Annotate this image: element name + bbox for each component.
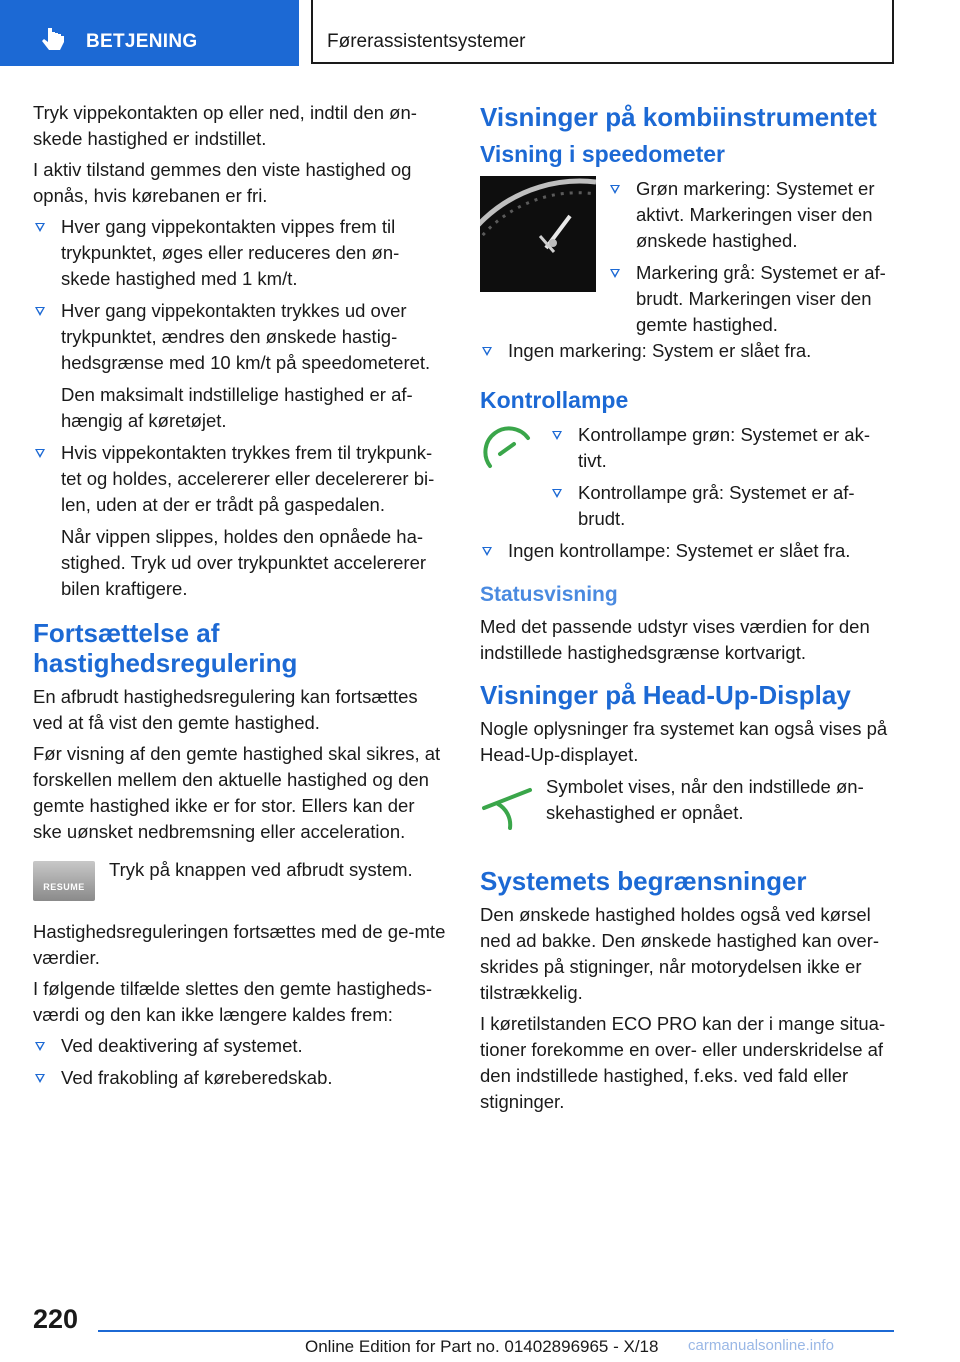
bullet-triangle-icon <box>552 489 562 498</box>
hud-text: Symbolet vises, når den indstillede øn-skehastighed er opnået. <box>546 776 864 823</box>
control-lamp-block <box>480 422 896 532</box>
list-item: Ved deaktivering af systemet. <box>33 1033 448 1059</box>
list-item: Ingen kontrollampe: Systemet er slået fra. <box>480 538 896 564</box>
paragraph: I køretilstanden ECO PRO kan der i mange situa-tioner forekomme en over- eller underskridelse af den indstillede hastighed, f.eks. ved fald eller stigninger. <box>480 1013 886 1112</box>
section-heading: Visninger på kombiinstrumentet <box>480 102 877 132</box>
bullet-triangle-icon <box>482 347 492 356</box>
paragraph: Hastighedsreguleringen fortsættes med de ge-mte værdier. <box>33 921 446 968</box>
page-number: 220 <box>33 1304 79 1334</box>
bullet-triangle-icon <box>35 1074 45 1083</box>
paragraph: Før visning af den gemte hastighed skal sikres, at forskellen mellem den aktuelle hastighed og den gemte hastighed ikke er for stor. Ellers kan der ske uønsket nedbremsning eller acceleration. <box>33 743 441 842</box>
speedometer-block <box>480 176 896 338</box>
paragraph: Tryk vippekontakten op eller ned, indtil den øn-skede hastighed er indstillet. <box>33 102 417 149</box>
list-item: Hvis vippekontakten trykkes frem til trykpunk-tet og holdes, accelererer eller decelererer bi-len, uden at der er trådt på gaspedalen. <box>33 440 448 518</box>
paragraph: I følgende tilfælde slettes den gemte hastigheds-værdi og den kan ikke længere kaldes frem: <box>33 978 433 1025</box>
paragraph: Den ønskede hastighed holdes også ved kørsel ned ad bakke. Den ønskede hastighed kan over-skrides på stigninger, når motorydelsen ikke er tilstrækkelig. <box>480 904 880 1003</box>
bullet-triangle-icon <box>610 269 620 278</box>
resume-instruction <box>33 857 448 909</box>
paragraph: I aktiv tilstand gemmes den viste hastighed og opnås, hvis kørebanen er fri. <box>33 159 412 206</box>
list-item: Hver gang vippekontakten vippes frem til trykpunktet, øges eller reduceres den øn-skede hastighed med 1 km/t. <box>33 214 448 292</box>
watermark-text: carmanualsonline.info <box>688 1337 834 1354</box>
section-heading: Fortsættelse af hastighedsregulering <box>33 618 298 678</box>
resume-button-image: RESUME <box>33 861 95 901</box>
list-item: Grøn markering: Systemet er aktivt. Markeringen viser den ønskede hastighed. <box>608 176 898 254</box>
paragraph: Nogle oplysninger fra systemet kan også vises på Head-Up-displayet. <box>480 718 888 765</box>
list-item: Kontrollampe grå: Systemet er af-brudt. <box>550 480 896 532</box>
list-subtext: Den maksimalt indstillelige hastighed er af-hængig af køretøjet. <box>61 384 413 431</box>
bullet-triangle-icon <box>35 449 45 458</box>
speedometer-image <box>480 176 596 292</box>
section-heading: Visninger på Head-Up-Display <box>480 680 851 710</box>
list-subtext: Når vippen slippes, holdes den opnåede ha-stighed. Tryk ud over trykpunktet accelererer bilen kraftigere. <box>61 526 427 599</box>
paragraph: Med det passende udstyr vises værdien for den indstillede hastighedsgrænse kortvarigt. <box>480 616 870 663</box>
subsection-heading: Visning i speedometer <box>480 141 725 167</box>
list-item: Kontrollampe grøn: Systemet er ak-tivt. <box>550 422 896 474</box>
list-item: Ingen markering: System er slået fra. <box>480 338 896 364</box>
resume-text: Tryk på knappen ved afbrudt system. <box>109 859 413 880</box>
right-column <box>480 100 896 1120</box>
hud-speed-reached-icon <box>480 780 538 830</box>
list-item: Ved frakobling af køreberedskab. <box>33 1065 448 1091</box>
section-label: BETJENING <box>86 31 198 52</box>
section-heading: Systemets begrænsninger <box>480 866 807 896</box>
left-column <box>33 100 448 1097</box>
hand-pointer-icon <box>40 26 68 56</box>
list-item: Markering grå: Systemet er af-brudt. Markeringen viser den gemte hastighed. <box>608 260 898 338</box>
chapter-title: Førerassistentsystemer <box>327 31 526 52</box>
list-item: Hver gang vippekontakten trykkes ud over trykpunktet, ændres den ønskede hastig-hedsgrænse med 10 km/t på speedometeret. <box>33 298 448 376</box>
bullet-triangle-icon <box>35 223 45 232</box>
edition-text: Online Edition for Part no. 01402896965 - X/18 <box>305 1337 659 1356</box>
bullet-triangle-icon <box>482 547 492 556</box>
speedometer-list <box>608 176 898 344</box>
bullet-triangle-icon <box>35 1042 45 1051</box>
paragraph: En afbrudt hastighedsregulering kan fortsættes ved at få vist den gemte hastighed. <box>33 686 418 733</box>
bullet-triangle-icon <box>35 307 45 316</box>
subsection-heading: Kontrollampe <box>480 387 629 413</box>
hud-symbol-block <box>480 774 896 862</box>
bullet-triangle-icon <box>552 431 562 440</box>
speed-limit-indicator-icon <box>480 424 538 474</box>
bullet-triangle-icon <box>610 185 620 194</box>
subsection-heading: Statusvisning <box>480 583 618 606</box>
footer-rule <box>98 1330 894 1332</box>
control-lamp-list <box>480 422 896 532</box>
